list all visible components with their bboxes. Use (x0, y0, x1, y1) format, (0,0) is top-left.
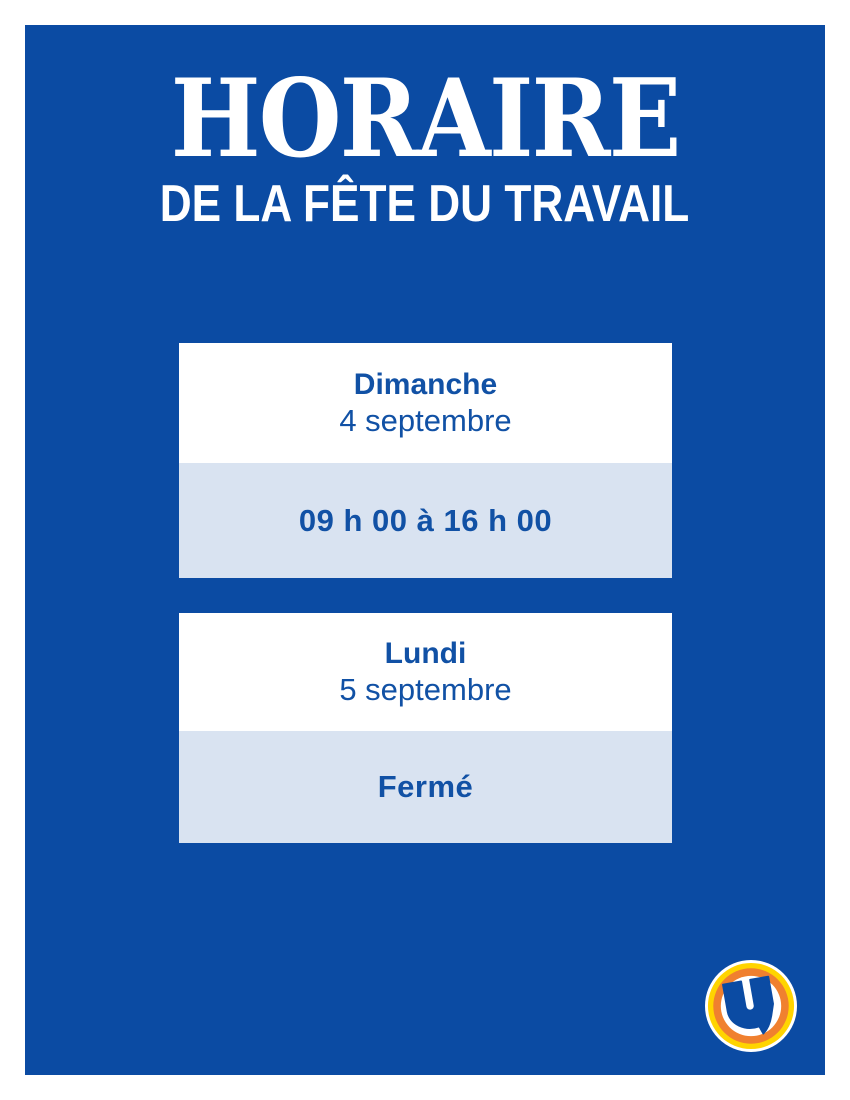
page-subtitle (25, 175, 825, 233)
page-title-text: HORAIRE (170, 56, 680, 182)
card-day-section (179, 343, 672, 463)
card-hours-band (179, 731, 672, 843)
store-logo (705, 960, 797, 1052)
schedule-card-monday (179, 613, 672, 843)
hours-label: 09 h 00 à 16 h 00 (298, 502, 553, 538)
closed-label: Fermé (377, 769, 474, 804)
holiday-hours-poster (25, 25, 825, 1075)
schedule-card-sunday (179, 343, 672, 578)
date-label: 5 septembre (339, 672, 512, 707)
day-label: Dimanche (353, 368, 498, 401)
page-subtitle-text: DE LA FÊTE DU TRAVAIL (160, 175, 690, 233)
day-label: Lundi (384, 637, 467, 670)
card-hours-band (179, 463, 672, 578)
u-brand-logo-icon (705, 960, 797, 1052)
page-title (25, 56, 825, 182)
card-day-section (179, 613, 672, 731)
date-label: 4 septembre (339, 403, 512, 438)
